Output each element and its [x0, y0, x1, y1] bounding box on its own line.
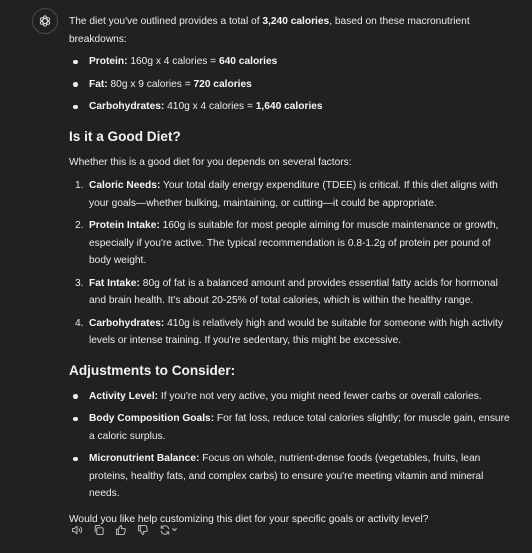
- section-lead: Whether this is a good diet for you depends on several factors:: [69, 156, 352, 168]
- list-item: Micronutrient Balance: Focus on whole, nutrient-dense foods (vegetables, fruits, lean proteins, healthy fats, and complex carbs) to ensure you're meeting vitamin and mineral needs.: [69, 450, 515, 503]
- intro-paragraph: The diet you've outlined provides a total of 3,240 calories, based on these macronutrient breakdowns:: [69, 16, 470, 45]
- list-item: 3. Fat Intake: 80g of fat is a balanced amount and provides essential fatty acids for hormonal and brain health. It's about 20-25% of total calories, which is within the healthy range.: [75, 277, 498, 306]
- list-item: Body Composition Goals: For fat loss, reduce total calories slightly; for muscle gain, ensure a caloric surplus.: [69, 410, 515, 445]
- list-item: 2. Protein Intake: 160g is suitable for most people aiming for muscle maintenance or growth, especially if you're active. The typical recommendation is 0.8-1.2g of protein per pound of body weight.: [75, 220, 499, 266]
- list-item: Protein: 160g x 4 calories = 640 calories: [69, 53, 515, 71]
- copy-button[interactable]: [91, 522, 106, 537]
- chevron-down-icon: [171, 526, 178, 533]
- list-item: 1. Caloric Needs: Your total daily energy expenditure (TDEE) is critical. If this diet aligns with your goals—whether bulking, maintaining, or cutting—it could be appropriate.: [75, 180, 498, 209]
- section-heading: Adjustments to Consider:: [69, 362, 236, 378]
- openai-logo-icon: [38, 14, 52, 28]
- macro-list: [69, 53, 515, 116]
- assistant-avatar: [32, 8, 58, 34]
- thumbs-up-icon: [115, 524, 127, 536]
- factor-list: [69, 177, 515, 350]
- bad-response-button[interactable]: [135, 522, 150, 537]
- section-heading: Is it a Good Diet?: [69, 128, 181, 144]
- list-item: Fat: 80g x 9 calories = 720 calories: [69, 76, 515, 94]
- thumbs-down-icon: [137, 524, 149, 536]
- read-aloud-button[interactable]: [69, 522, 84, 537]
- read-aloud-icon: [71, 524, 83, 536]
- regenerate-icon: [159, 524, 171, 536]
- intro-total: 3,240 calories: [262, 16, 330, 27]
- regenerate-button[interactable]: [157, 522, 179, 537]
- list-item: Activity Level: If you're not very active, you might need fewer carbs or overall calories.: [69, 388, 515, 406]
- assistant-message: [69, 13, 515, 528]
- list-item: 4. Carbohydrates: 410g is relatively high and would be suitable for someone with high activity levels or intense training. If you're sedentary, this might be excessive.: [75, 317, 503, 346]
- message-actions: [69, 522, 179, 537]
- list-item: Carbohydrates: 410g x 4 calories = 1,640 calories: [69, 98, 515, 116]
- copy-icon: [93, 524, 105, 536]
- good-response-button[interactable]: [113, 522, 128, 537]
- closing-question: Would you like help customizing this diet for your specific goals or activity level?: [69, 513, 429, 525]
- adjustment-list: [69, 388, 515, 503]
